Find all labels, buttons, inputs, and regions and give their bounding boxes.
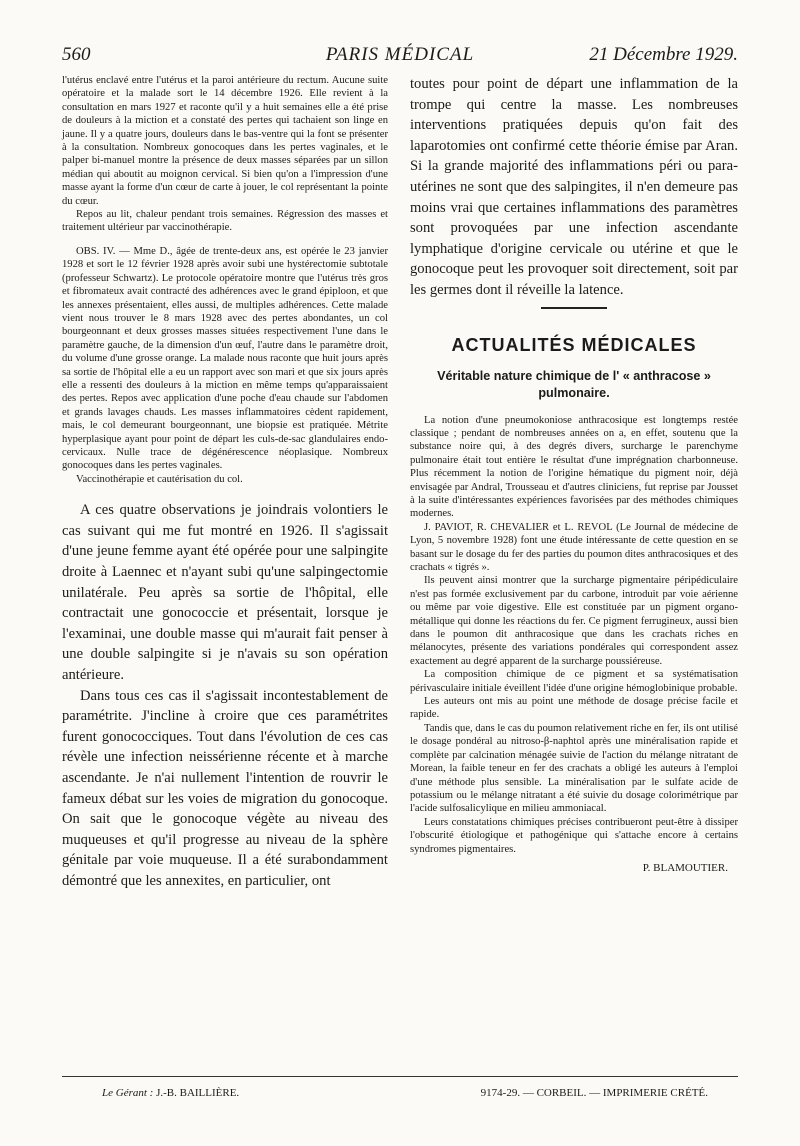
article-paragraph: Les auteurs ont mis au point une méthode de dosage précise facile et rapide.	[410, 696, 738, 721]
article-paragraph: Tandis que, dans le cas du poumon relativement riche en fer, ils ont utilisé le dosage pondéral au nitroso-β-naphtol après une minéralisation rapide et complète par calcination ménagée suivie de l'action du mélange nitratant de Morean, la faible teneur en fer des crachats a obligé les auteurs à l'emploi d'une méthode plus sensible. La minéralisation par le sulfate acide de potassium ou le mélange nitratant a été suivie du dosage colorimétrique par l'acide sulfosalicylique en milieu ammoniacal.	[410, 722, 738, 815]
author-signature: P. BLAMOUTIER.	[642, 861, 728, 874]
observation-4	[62, 245, 388, 486]
section-divider	[541, 307, 607, 309]
printer-credit: 9174-29. — CORBEIL. — IMPRIMERIE CRÉTÉ.	[480, 1087, 708, 1099]
obs3-paragraph: Repos au lit, chaleur pendant trois semaines. Régression des masses et traitement ultérieur par vaccinothérapie.	[62, 209, 388, 234]
article-body	[410, 414, 738, 856]
right-column	[410, 74, 738, 874]
discussion-continuation	[410, 74, 738, 301]
obs4-paragraph: OBS. IV. — Mme D., âgée de trente-deux ans, est opérée le 23 janvier 1928 et sort le 12 février 1928 après avoir subi une hystérectomie subtotale (professeur Schwartz). Le protocole opératoire montre que l'utérus très gros et fibromateux avait contracté des adhérences avec le grand épiploon, et que les annexes présentaient, elles aussi, de multiples adhérences. Cette malade vient nous trouver le 8 mars 1928 avec des pertes abondantes, un col bourgeonnant et deux grosses masses situées respectivement l'une dans le paramètre gauche, de la dimension d'un œuf, l'autre dans le paramètre droit, du volume d'une grosse orange. La malade nous raconte que huit jours après sa sortie de l'hôpital elle a eu un rapport avec son mari et que six jours après elle a ressenti des douleurs à la miction en même temps qu'apparaissaient des pertes. Repos avec application d'une poche d'eau chaude sur l'abdomen et grands lavages chauds. Les masses inflammatoires cèdent rapidement, mais, le col demeurant bourgeonnant, une biopsie est pratiquée. Métrite hyperplasique ayant pour point de départ les culs-de-sac glandulaires endo-cervicaux. Nulle trace de dégénérescence néoplasique. Nombreux gonocoques dans les pertes vaginales.	[62, 245, 388, 472]
journal-title: PARIS MÉDICAL	[325, 44, 475, 65]
page-number: 560	[62, 44, 91, 65]
body-paragraph: A ces quatre observations je joindrais volontiers le cas suivant qui me fut montré en 1926. Il s'agissait d'une jeune femme ayant été opérée pour une salpingite droite à Laennec et n'ayant subi qu'une salpingectomie unilatérale. Peu après sa sortie de l'hôpital, elle contractait une gonococcie et présentait, lorsque je l'examinai, une double masse qui m'aurait fait penser à une double salpingite si je n'avais su son opération antérieure.	[62, 502, 388, 683]
article-title: Véritable nature chimique de l' « anthracose » pulmonaire.	[437, 368, 711, 400]
issue-date: 21 Décembre 1929.	[589, 44, 738, 65]
body-paragraph: toutes pour point de départ une inflammation de la trompe qui centre la masse. Les nombreuses interventions pratiquées depuis qu'on fait des laparotomies ont confirmé cette théorie émise par Aran. Si la grande majorité des inflammations péri ou para-utérines ne sont que des salpingites, il n'en demeure pas moins vrai que certaines inflammations des paramètres sont provoquées par une infection ascendante lymphatique d'origine cervicale ou utérine et que le gonocoque peut les provoquer soit directement, soit par les germes dont il réveille la latence.	[410, 76, 738, 298]
page-header	[62, 42, 738, 68]
obs4-paragraph: Vaccinothérapie et cautérisation du col.	[76, 473, 243, 485]
gerant-label: Le Gérant :	[102, 1087, 154, 1099]
discussion-text	[62, 500, 388, 891]
obs3-paragraph: l'utérus enclavé entre l'utérus et la paroi antérieure du rectum. Aucune suite opératoire et la malade sort le 14 décembre 1926. Elle revient à la consultation en mars 1927 et raconte qu'il y a huit semaines elle a été prise de douleurs à la miction et a constaté des pertes qui tachaient son linge en jaune. Il y a quatre jours, douleurs dans le bas-ventre qui la font se présenter à la consultation. Nombreux gonocoques dans les pertes vaginales, et le palper bi-manuel montre la présence de deux masses séparées par un sillon médian qui aboutit au moignon cervical. Si bien qu'on a l'impression d'une masse ayant la forme d'un cœur de carte à jouer, le col représentant la pointe du cœur.	[62, 75, 388, 207]
page-footer	[62, 1084, 738, 1102]
section-title: ACTUALITÉS MÉDICALES	[451, 334, 697, 355]
article-paragraph: Ils peuvent ainsi montrer que la surcharge pigmentaire péripédiculaire n'est pas formée exclusivement par du carbone, introduit par voie aérienne ou même par voie digestive. Elle est constituée par un pigment organo-métallique qui donne les réactions du fer. Ce pigment ferrugineux, aussi bien dans le poumon dit anthracosique que dans les crachats riches en mélanocytes, présente des variations pondérales qui correspondent assez exactement au degré apparent de la surcharge poussiéreuse.	[410, 575, 738, 667]
article-paragraph: La composition chimique de ce pigment et sa systématisation périvasculaire initiale éveillent l'idée d'une origine hémoglobinique probable.	[410, 669, 738, 694]
left-column	[62, 74, 388, 891]
footer-divider	[62, 1076, 738, 1077]
article-paragraph: J. PAVIOT, R. CHEVALIER et L. REVOL (Le Journal de médecine de Lyon, 5 novembre 1928) font une étude intéressante de cette question en se basant sur le dosage du fer des parties du poumon dites anthracosiques et des crachats « tigrés ».	[410, 521, 738, 573]
article-paragraph: Leurs constatations chimiques précises contribueront peut-être à dissiper l'obscurité étiologique et pathogénique qui s'attache encore à certains syndromes pigmentaires.	[410, 816, 738, 855]
article-paragraph: La notion d'une pneumokoniose anthracosique est longtemps restée classique ; pendant de nombreuses années on a, en effet, soutenu que la substance noire qui, à des degrés divers, surcharge le parenchyme pulmonaire était tout entière le résultat d'une imprégnation charbonneuse. Plus récemment la notion de l'origine hématique du pigment noir, déjà envisagée par Andral, Trousseau et d'autres cliniciens, fut reprise par Jousset à la suite d'intéressantes expériences favorisées par des méthodes chimiques modernes.	[410, 414, 738, 520]
publisher-credit	[102, 1084, 239, 1102]
gerant-name: J.-B. BAILLIÈRE.	[156, 1087, 240, 1099]
observation-3	[62, 74, 388, 235]
body-paragraph: Dans tous ces cas il s'agissait incontestablement de paramétrite. J'incline à croire que ces paramétrites furent gonococciques. Tout dans l'évolution de ces cas révèle une infection neissérienne récente et à marche ascendante. Je n'ai nullement l'intention de rouvrir le fameux débat sur les voies de migration du gonocoque. On sait que le gonocoque végète au niveau des muqueuses et qu'il progresse au niveau de la sphère génitale par voie muqueuse. Il a été surabondamment démontré que les annexites, en particulier, ont	[62, 687, 388, 889]
